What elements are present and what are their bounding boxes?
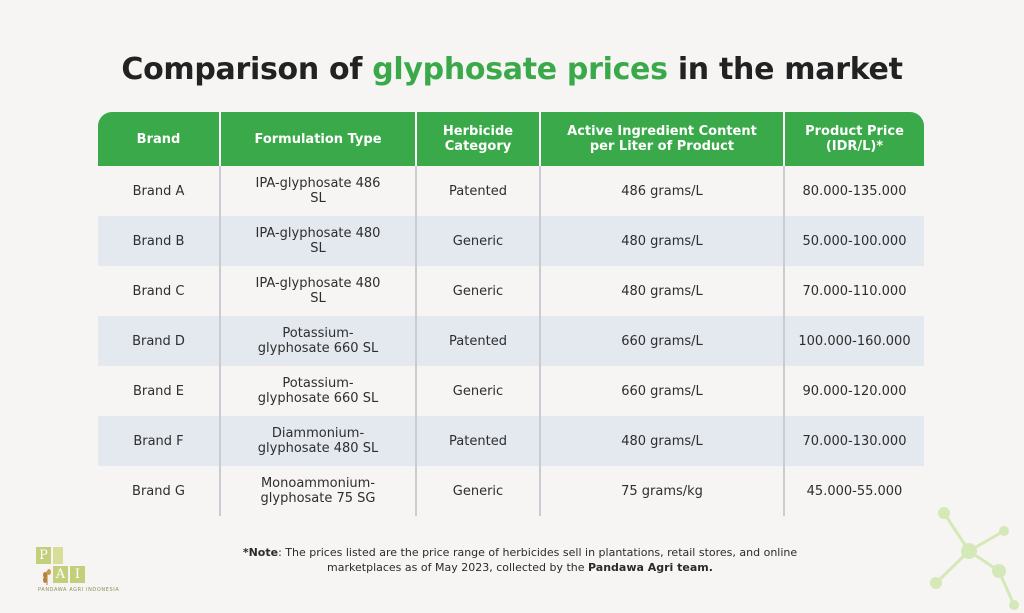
cell-price: 50.000-100.000: [784, 216, 924, 266]
cell-brand: Brand E: [98, 366, 220, 416]
molecule-decoration-icon: [914, 493, 1024, 613]
header-product-price: Product Price (IDR/L)*: [784, 112, 924, 166]
table-row: [98, 316, 924, 366]
table-row: [98, 416, 924, 466]
pandawa-agri-logo: [36, 543, 156, 595]
cell-price: 100.000-160.000: [784, 316, 924, 366]
cell-category: Patented: [416, 316, 540, 366]
cell-category: Patented: [416, 416, 540, 466]
title-highlight: glyphosate prices: [372, 52, 668, 87]
logo-caption: PANDAWA AGRI INDONESIA: [38, 587, 120, 593]
header-herbicide-category: Herbicide Category: [416, 112, 540, 166]
logo-letter-p: P: [36, 547, 51, 564]
leaf-icon: [42, 567, 52, 585]
table-row: [98, 266, 924, 316]
table-row: [98, 166, 924, 216]
header-formulation-type: Formulation Type: [220, 112, 416, 166]
title-part-2: in the market: [667, 52, 903, 87]
cell-content: 660 grams/L: [540, 316, 784, 366]
header-brand: Brand: [98, 112, 220, 166]
cell-brand: Brand B: [98, 216, 220, 266]
cell-price: 90.000-120.000: [802, 383, 907, 399]
cell-price: 70.000-110.000: [802, 283, 907, 299]
price-comparison-table: [98, 112, 924, 516]
cell-category: Patented: [416, 166, 540, 216]
cell-formulation: Potassium-glyphosate 660 SL: [220, 316, 416, 366]
cell-brand: Brand G: [98, 466, 220, 516]
title-part-1: Comparison of: [121, 52, 373, 87]
cell-content: 660 grams/L: [540, 366, 784, 416]
cell-price: 70.000-130.000: [784, 416, 924, 466]
cell-brand: Brand A: [98, 166, 220, 216]
cell-content: 480 grams/L: [540, 266, 784, 316]
header-active-ingredient: Active Ingredient Content per Liter of Product: [540, 112, 784, 166]
note-text: : The prices listed are the price range of herbicides sell in plantations, retail stores, and online marketplaces as of May 2023, collected by the: [278, 546, 798, 574]
footnote: [240, 545, 800, 575]
cell-content: 486 grams/L: [540, 166, 784, 216]
cell-brand: Brand C: [98, 266, 220, 316]
cell-category: Generic: [416, 266, 540, 316]
table-header-row: [98, 112, 924, 166]
page-title: [0, 52, 1024, 87]
cell-category: Generic: [416, 466, 540, 516]
logo-letter-i: I: [70, 566, 85, 583]
table-row: [98, 366, 924, 416]
cell-category: Generic: [416, 216, 540, 266]
cell-formulation: IPA-glyphosate 480 SL: [220, 266, 416, 316]
cell-price: 45.000-55.000: [806, 483, 903, 499]
logo-block: [53, 547, 63, 564]
note-label: *Note: [242, 546, 279, 559]
cell-content: 480 grams/L: [540, 216, 784, 266]
table-row: [98, 216, 924, 266]
cell-price: 80.000-135.000: [802, 183, 907, 199]
cell-formulation: Diammonium-glyphosate 480 SL: [220, 416, 416, 466]
cell-formulation: Potassium-glyphosate 660 SL: [220, 366, 416, 416]
cell-content: 480 grams/L: [540, 416, 784, 466]
cell-formulation: IPA-glyphosate 480 SL: [220, 216, 416, 266]
cell-formulation: Monoammonium-glyphosate 75 SG: [220, 466, 416, 516]
cell-content: 75 grams/kg: [540, 466, 784, 516]
logo-letter-a: A: [53, 566, 68, 583]
cell-formulation: IPA-glyphosate 486 SL: [220, 166, 416, 216]
table-row: [98, 466, 924, 516]
cell-brand: Brand D: [98, 316, 220, 366]
cell-category: Generic: [416, 366, 540, 416]
cell-brand: Brand F: [98, 416, 220, 466]
note-team: Pandawa Agri team.: [588, 561, 713, 574]
